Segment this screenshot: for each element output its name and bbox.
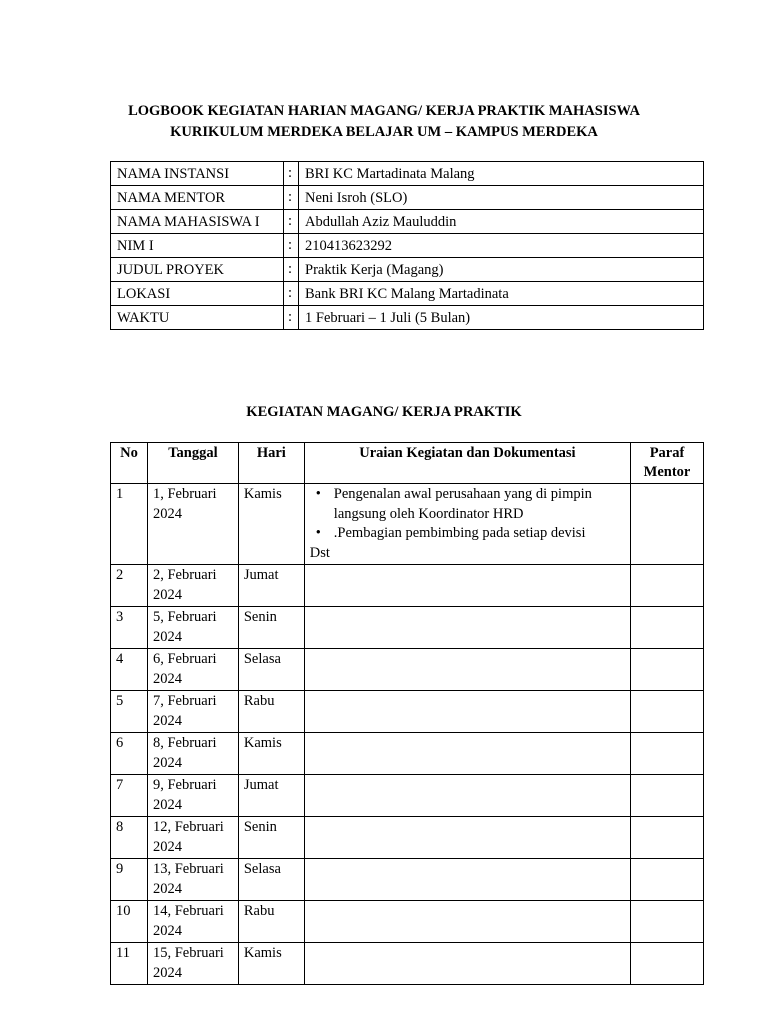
info-separator: : bbox=[284, 282, 299, 306]
row-mentor-signature bbox=[631, 733, 704, 775]
row-mentor-signature bbox=[631, 943, 704, 985]
row-mentor-signature bbox=[631, 817, 704, 859]
row-description bbox=[304, 733, 630, 775]
table-row bbox=[111, 733, 704, 775]
info-label: LOKASI bbox=[111, 282, 284, 306]
row-number: 9 bbox=[111, 859, 148, 901]
row-description bbox=[304, 484, 630, 565]
activity-item: • .Pembagian pembimbing pada setiap devisi bbox=[310, 524, 625, 544]
row-number: 7 bbox=[111, 775, 148, 817]
row-day: Jumat bbox=[238, 565, 304, 607]
info-value: BRI KC Martadinata Malang bbox=[299, 162, 704, 186]
activity-log-table bbox=[110, 442, 704, 985]
info-row bbox=[111, 162, 704, 186]
row-description bbox=[304, 859, 630, 901]
row-mentor-signature bbox=[631, 649, 704, 691]
info-value: Bank BRI KC Malang Martadinata bbox=[299, 282, 704, 306]
row-date: 5, Februari 2024 bbox=[147, 607, 238, 649]
info-separator: : bbox=[284, 234, 299, 258]
row-date: 9, Februari 2024 bbox=[147, 775, 238, 817]
info-label: JUDUL PROYEK bbox=[111, 258, 284, 282]
row-number: 8 bbox=[111, 817, 148, 859]
activity-list bbox=[310, 485, 625, 544]
table-header-row bbox=[111, 443, 704, 484]
row-day: Senin bbox=[238, 817, 304, 859]
info-value: Neni Isroh (SLO) bbox=[299, 186, 704, 210]
column-header-day: Hari bbox=[238, 443, 304, 484]
table-row bbox=[111, 607, 704, 649]
info-row bbox=[111, 234, 704, 258]
table-row bbox=[111, 484, 704, 565]
info-value: Praktik Kerja (Magang) bbox=[299, 258, 704, 282]
table-row bbox=[111, 817, 704, 859]
row-number: 6 bbox=[111, 733, 148, 775]
row-mentor-signature bbox=[631, 565, 704, 607]
row-number: 3 bbox=[111, 607, 148, 649]
info-separator: : bbox=[284, 186, 299, 210]
row-description bbox=[304, 775, 630, 817]
row-description bbox=[304, 901, 630, 943]
info-separator: : bbox=[284, 210, 299, 234]
info-value: Abdullah Aziz Mauluddin bbox=[299, 210, 704, 234]
row-number: 2 bbox=[111, 565, 148, 607]
row-number: 11 bbox=[111, 943, 148, 985]
row-day: Kamis bbox=[238, 943, 304, 985]
table-row bbox=[111, 901, 704, 943]
info-label: NAMA MAHASISWA I bbox=[111, 210, 284, 234]
info-separator: : bbox=[284, 162, 299, 186]
info-value: 1 Februari – 1 Juli (5 Bulan) bbox=[299, 306, 704, 330]
row-day: Jumat bbox=[238, 775, 304, 817]
row-description bbox=[304, 943, 630, 985]
info-row bbox=[111, 258, 704, 282]
row-number: 1 bbox=[111, 484, 148, 565]
row-date: 15, Februari 2024 bbox=[147, 943, 238, 985]
row-mentor-signature bbox=[631, 775, 704, 817]
row-date: 1, Februari 2024 bbox=[147, 484, 238, 565]
table-row bbox=[111, 775, 704, 817]
row-date: 7, Februari 2024 bbox=[147, 691, 238, 733]
row-day: Selasa bbox=[238, 649, 304, 691]
row-day: Senin bbox=[238, 607, 304, 649]
info-label: NAMA MENTOR bbox=[111, 186, 284, 210]
info-row bbox=[111, 210, 704, 234]
table-row bbox=[111, 943, 704, 985]
row-day: Kamis bbox=[238, 733, 304, 775]
row-day: Rabu bbox=[238, 901, 304, 943]
column-header-mentor-signature: Paraf Mentor bbox=[631, 443, 704, 484]
activity-continuation: Dst bbox=[309, 544, 330, 561]
info-label: NIM I bbox=[111, 234, 284, 258]
row-date: 8, Februari 2024 bbox=[147, 733, 238, 775]
row-mentor-signature bbox=[631, 607, 704, 649]
logbook-subtitle: KURIKULUM MERDEKA BELAJAR UM – KAMPUS MERDEKA bbox=[170, 124, 598, 140]
row-number: 4 bbox=[111, 649, 148, 691]
info-table bbox=[110, 161, 704, 330]
row-date: 14, Februari 2024 bbox=[147, 901, 238, 943]
table-row bbox=[111, 859, 704, 901]
info-separator: : bbox=[284, 258, 299, 282]
row-description bbox=[304, 691, 630, 733]
row-description bbox=[304, 565, 630, 607]
info-label: WAKTU bbox=[111, 306, 284, 330]
row-date: 2, Februari 2024 bbox=[147, 565, 238, 607]
column-header-description: Uraian Kegiatan dan Dokumentasi bbox=[304, 443, 630, 484]
column-header-no: No bbox=[111, 443, 148, 484]
row-date: 12, Februari 2024 bbox=[147, 817, 238, 859]
row-description bbox=[304, 649, 630, 691]
activity-item: • Pengenalan awal perusahaan yang di pimpin langsung oleh Koordinator HRD bbox=[310, 485, 625, 524]
info-row bbox=[111, 186, 704, 210]
row-day: Selasa bbox=[238, 859, 304, 901]
logbook-title: LOGBOOK KEGIATAN HARIAN MAGANG/ KERJA PRAKTIK MAHASISWA bbox=[128, 103, 640, 119]
row-mentor-signature bbox=[631, 484, 704, 565]
column-header-date: Tanggal bbox=[147, 443, 238, 484]
activities-title: KEGIATAN MAGANG/ KERJA PRAKTIK bbox=[246, 404, 522, 420]
table-row bbox=[111, 565, 704, 607]
row-number: 5 bbox=[111, 691, 148, 733]
row-date: 6, Februari 2024 bbox=[147, 649, 238, 691]
info-row bbox=[111, 282, 704, 306]
row-description bbox=[304, 817, 630, 859]
row-number: 10 bbox=[111, 901, 148, 943]
info-value: 210413623292 bbox=[299, 234, 704, 258]
row-mentor-signature bbox=[631, 691, 704, 733]
row-description bbox=[304, 607, 630, 649]
info-row bbox=[111, 306, 704, 330]
table-row bbox=[111, 649, 704, 691]
row-day: Rabu bbox=[238, 691, 304, 733]
row-day: Kamis bbox=[238, 484, 304, 565]
row-mentor-signature bbox=[631, 901, 704, 943]
row-mentor-signature bbox=[631, 859, 704, 901]
row-date: 13, Februari 2024 bbox=[147, 859, 238, 901]
info-separator: : bbox=[284, 306, 299, 330]
info-label: NAMA INSTANSI bbox=[111, 162, 284, 186]
table-row bbox=[111, 691, 704, 733]
